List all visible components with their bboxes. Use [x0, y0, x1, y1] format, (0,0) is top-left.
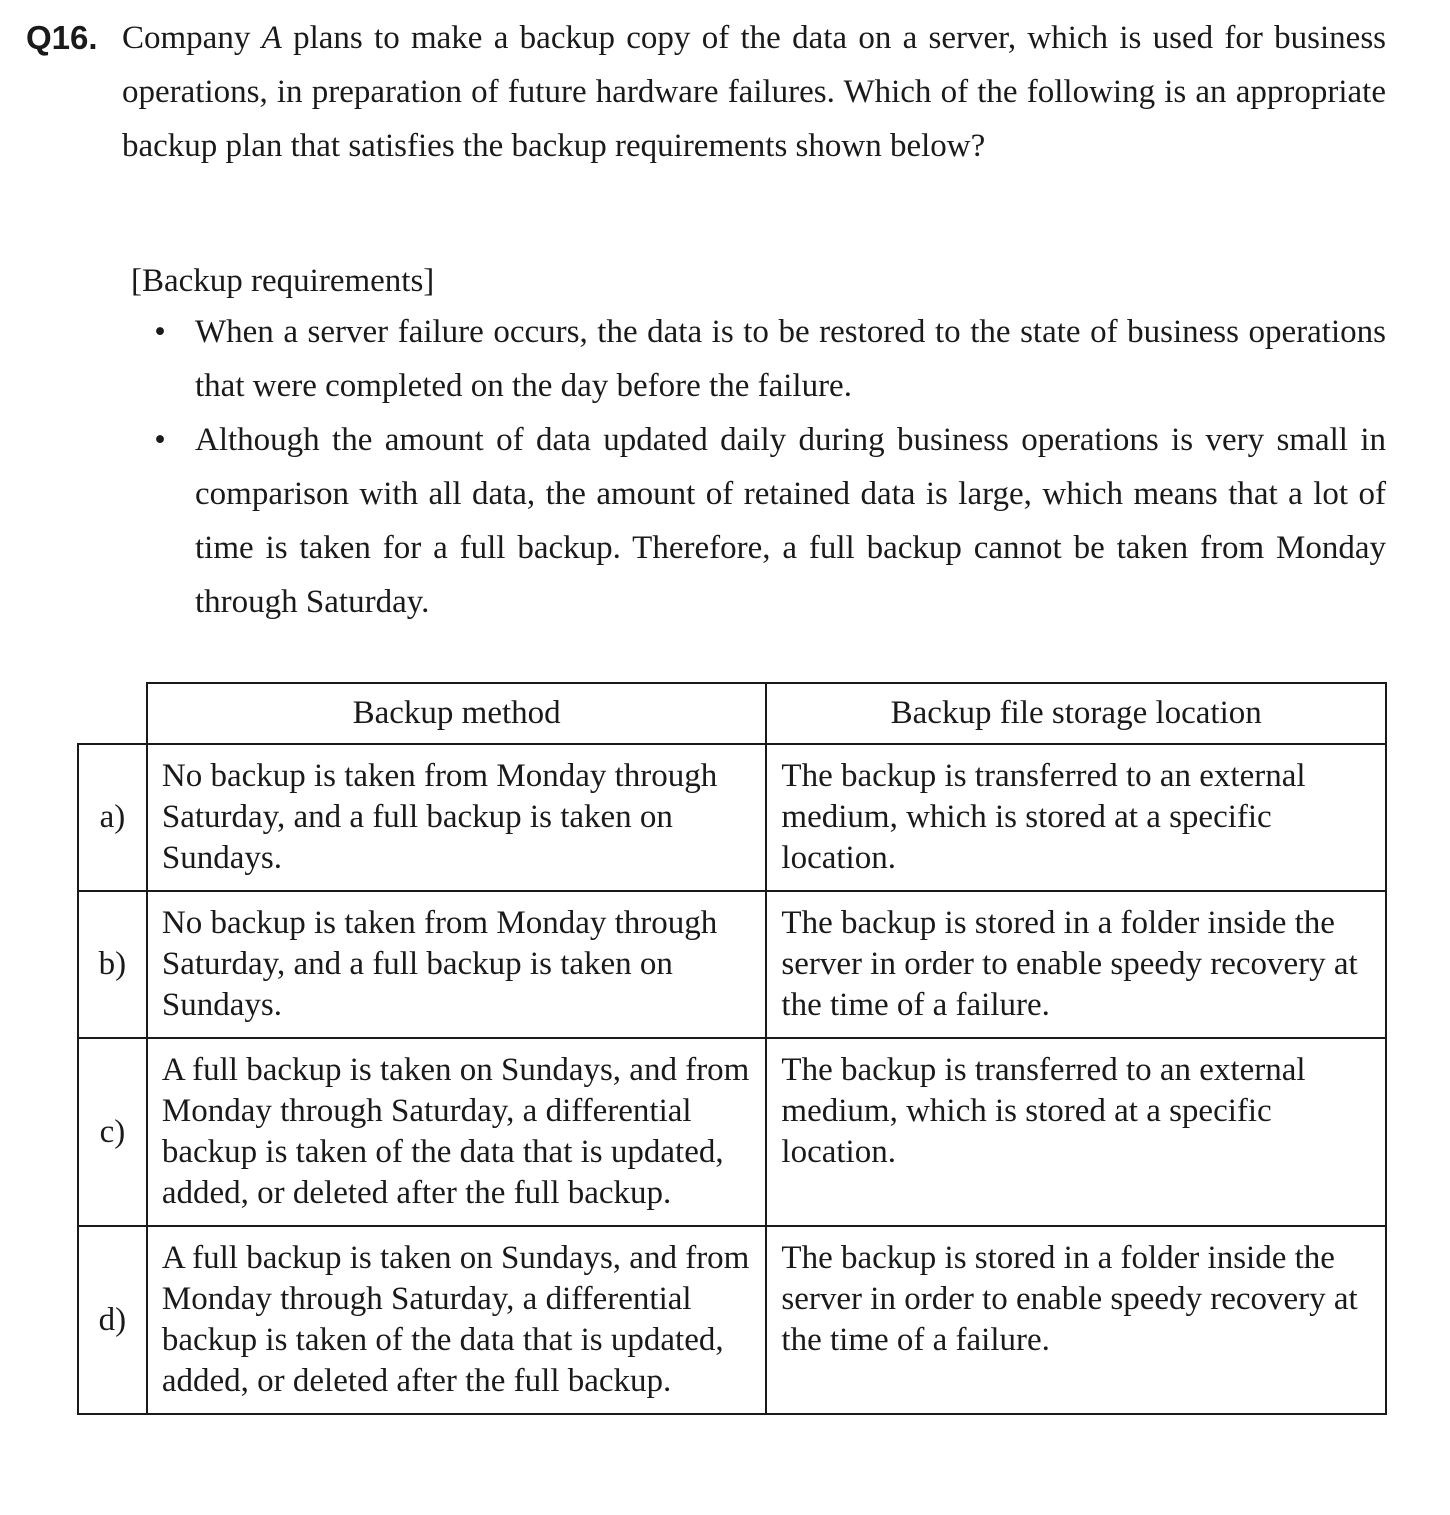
bullet-icon: • [154, 422, 166, 458]
bullet-icon: • [154, 314, 166, 350]
backup-method-cell: A full backup is taken on Sundays, and from Monday through Saturday, a differential backup is taken of the data that is updated, added, or deleted after the full backup. [147, 1226, 767, 1414]
table-corner [78, 683, 147, 744]
header-storage-location: Backup file storage location [766, 683, 1386, 744]
backup-method-cell: No backup is taken from Monday through Saturday, and a full backup is taken on Sundays. [147, 744, 767, 891]
storage-location-cell: The backup is transferred to an external medium, which is stored at a specific location. [766, 744, 1386, 891]
requirement-text: Although the amount of data updated daily during business operations is very small in comparison with all data, the amount of retained data is large, which means that a lot of time is taken for a full backup. Therefore, a full backup cannot be taken from Monday through Saturday. [195, 422, 1386, 620]
requirements-title: [Backup requirements] [131, 263, 435, 299]
requirement-text: When a server failure occurs, the data is to be restored to the state of business operations that were completed on the day before the failure. [195, 314, 1386, 404]
requirements-list [150, 305, 1386, 629]
question-number: Q16. [26, 19, 98, 56]
backup-method-cell: No backup is taken from Monday through Saturday, and a full backup is taken on Sundays. [147, 891, 767, 1038]
table-header-row [78, 683, 1386, 744]
question-text [122, 11, 1386, 173]
option-row-c [78, 1038, 1386, 1226]
question-text-rest: plans to make a backup copy of the data on a server, which is used for business operations, in preparation of future hardware failures. Which of the following is an appropriate backup plan that satisfies the backup requirements shown below? [122, 20, 1386, 164]
backup-method-cell: A full backup is taken on Sundays, and from Monday through Saturday, a differential backup is taken of the data that is updated, added, or deleted after the full backup. [147, 1038, 767, 1226]
storage-location-cell: The backup is stored in a folder inside the server in order to enable speedy recovery at the time of a failure. [766, 1226, 1386, 1414]
option-label: d) [78, 1226, 147, 1414]
option-row-a [78, 744, 1386, 891]
option-row-b [78, 891, 1386, 1038]
requirement-item [150, 413, 1386, 629]
storage-location-cell: The backup is transferred to an external medium, which is stored at a specific location. [766, 1038, 1386, 1226]
answer-options-table [77, 682, 1387, 1415]
option-label: b) [78, 891, 147, 1038]
option-label: a) [78, 744, 147, 891]
header-backup-method: Backup method [147, 683, 767, 744]
option-row-d [78, 1226, 1386, 1414]
company-name: A [261, 20, 282, 56]
option-label: c) [78, 1038, 147, 1226]
storage-location-cell: The backup is stored in a folder inside the server in order to enable speedy recovery at the time of a failure. [766, 891, 1386, 1038]
question-text-start: Company [122, 20, 262, 56]
requirement-item [150, 305, 1386, 413]
